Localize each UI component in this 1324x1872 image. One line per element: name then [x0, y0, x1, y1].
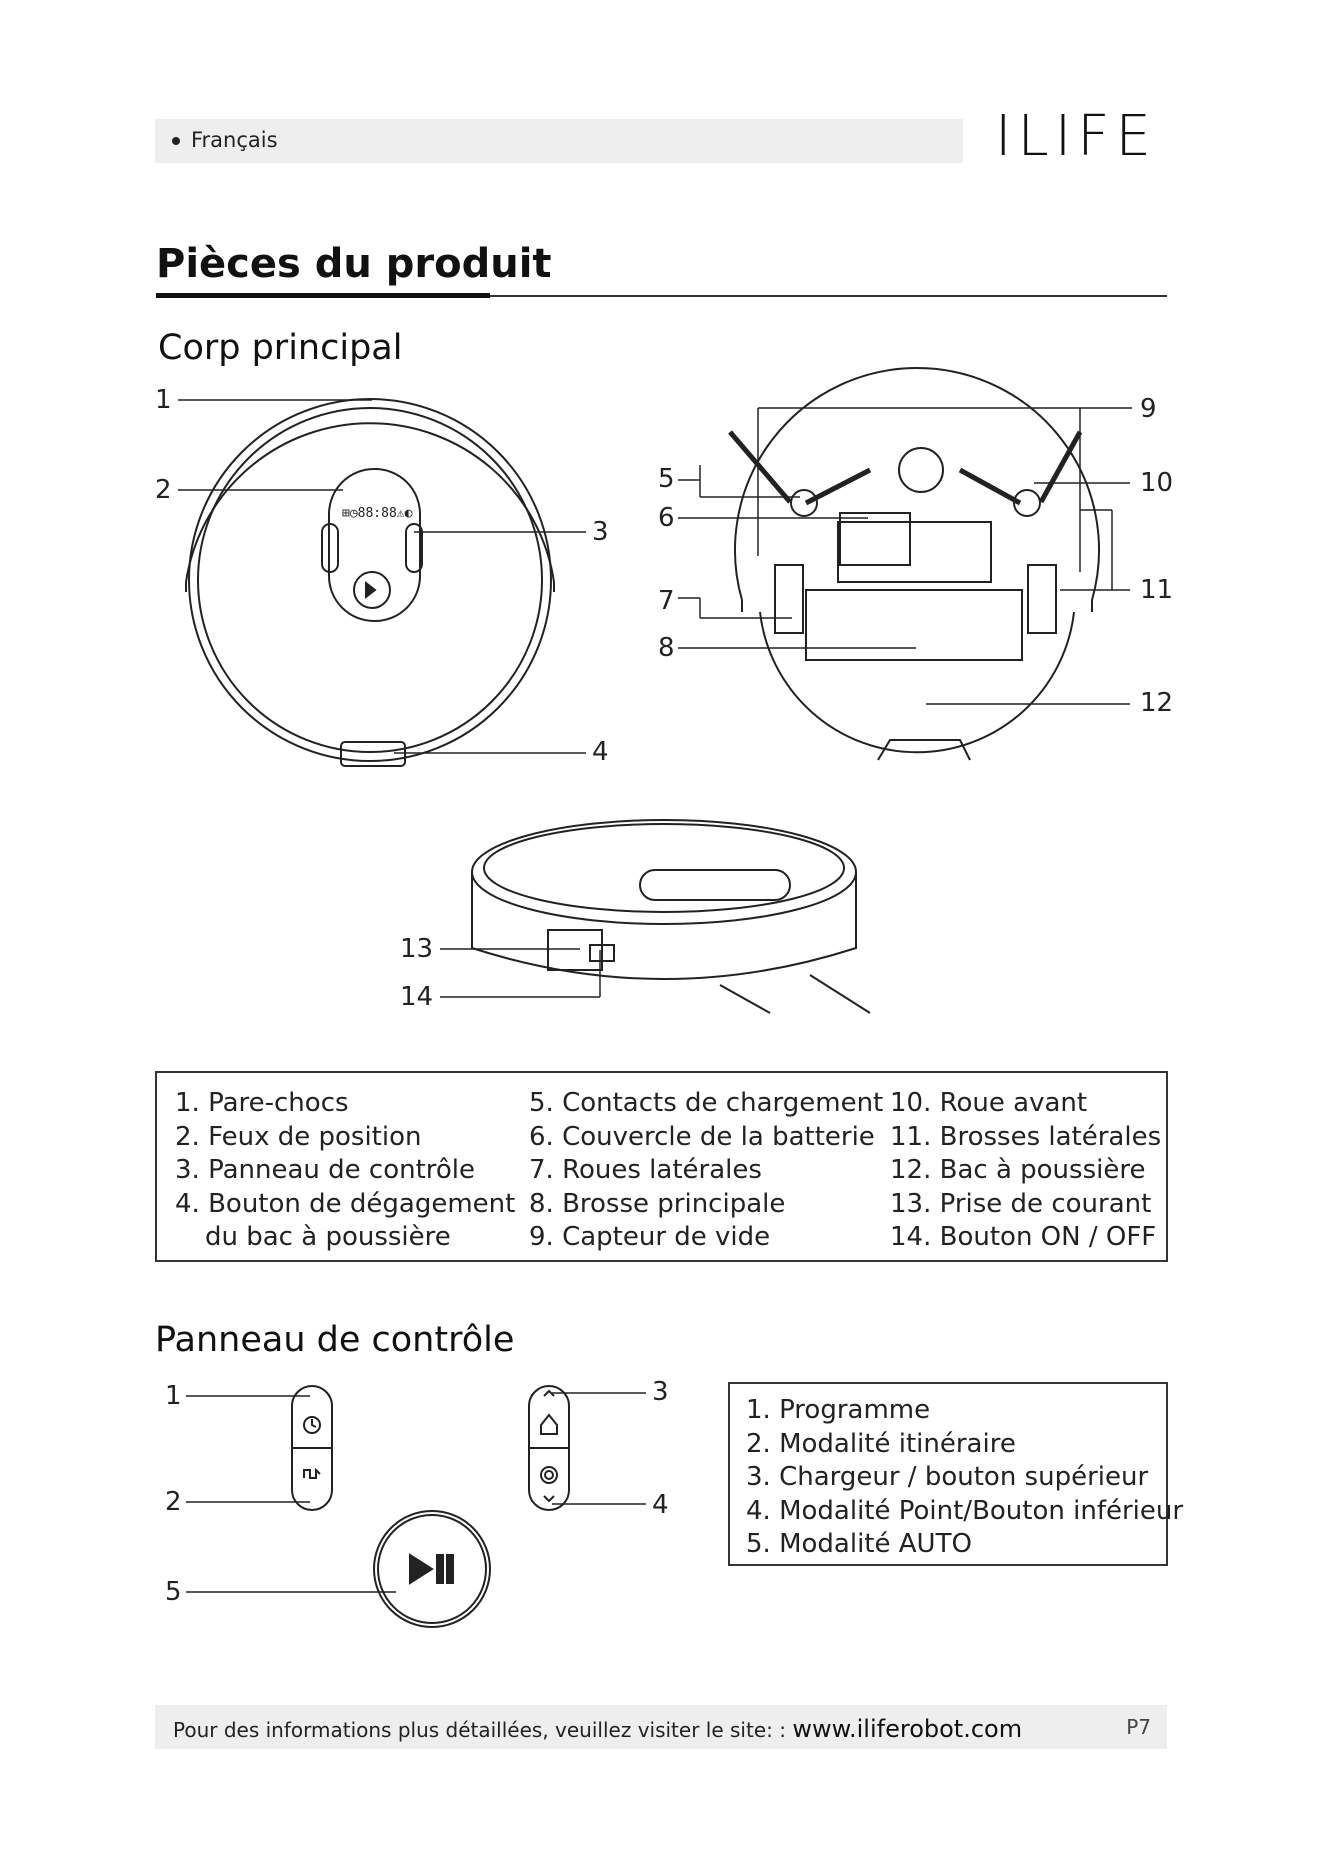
callout-4: 4	[592, 737, 609, 767]
control-callout-2: 2	[165, 1487, 182, 1517]
page-number: P7	[1126, 1715, 1151, 1739]
website-link[interactable]: www.iliferobot.com	[792, 1715, 1023, 1743]
legend-item: 3. Panneau de contrôle	[175, 1155, 476, 1185]
legend-item: 9. Capteur de vide	[529, 1222, 771, 1252]
robot-bottom-view	[730, 368, 1099, 760]
language-label: Français	[191, 128, 278, 152]
legend-item: 3. Chargeur / bouton supérieur	[746, 1462, 1149, 1492]
footer-bar	[155, 1705, 1167, 1749]
callout-14: 14	[400, 982, 434, 1012]
callout-2: 2	[155, 475, 172, 505]
legend-column-3	[890, 1087, 1161, 1255]
robot-top-view	[186, 399, 554, 766]
legend-item: du bac à poussière	[205, 1222, 451, 1252]
callout-10: 10	[1140, 468, 1174, 498]
control-callout-5: 5	[165, 1577, 182, 1607]
callout-8: 8	[658, 633, 675, 663]
legend-item: 1. Programme	[746, 1395, 931, 1425]
callout-11: 11	[1140, 575, 1174, 605]
legend-item: 14. Bouton ON / OFF	[890, 1222, 1157, 1252]
footer-label: Pour des informations plus détaillées, veuillez visiter le site: :	[173, 1718, 786, 1742]
control-legend-column	[746, 1394, 1183, 1562]
section-heading-control-panel: Panneau de contrôle	[155, 1320, 515, 1360]
section-heading-main-body: Corp principal	[158, 328, 403, 368]
callout-5: 5	[658, 464, 675, 494]
legend-item: 8. Brosse principale	[529, 1188, 786, 1219]
leader-lines-main	[178, 400, 1132, 997]
legend-item: 13. Prise de courant	[890, 1188, 1152, 1219]
callout-7: 7	[658, 586, 675, 616]
svg-text:⊞◷88:88⚠◐: ⊞◷88:88⚠◐	[342, 506, 413, 521]
control-panel-drawings	[292, 1386, 569, 1627]
callout-3: 3	[592, 517, 609, 547]
legend-item: 7. Roues latérales	[529, 1155, 762, 1185]
legend-item: 5. Modalité AUTO	[746, 1529, 972, 1559]
callout-12: 12	[1140, 688, 1174, 718]
legend-item: 4. Modalité Point/Bouton inférieur	[746, 1495, 1184, 1526]
legend-item: 10. Roue avant	[890, 1088, 1088, 1118]
callout-13: 13	[400, 934, 434, 964]
legend-column-2	[529, 1087, 883, 1255]
legend-item: 5. Contacts de chargement	[529, 1088, 884, 1118]
legend-item: 12. Bac à poussière	[890, 1155, 1146, 1185]
footer-text	[173, 1715, 1022, 1743]
legend-column-1	[175, 1087, 515, 1255]
page-title: Pièces du produit	[156, 241, 552, 287]
control-callout-3: 3	[652, 1377, 669, 1407]
callout-6: 6	[658, 503, 675, 533]
parts-legend	[155, 1071, 1168, 1262]
callout-1: 1	[155, 385, 172, 415]
legend-item: 2. Modalité itinéraire	[746, 1428, 1016, 1459]
robot-side-view	[472, 820, 870, 1013]
legend-item: 2. Feux de position	[175, 1121, 422, 1152]
control-callout-4: 4	[652, 1490, 669, 1520]
brand-logo: ILIFE	[995, 104, 1157, 169]
legend-item: 11. Brosses latérales	[890, 1121, 1162, 1152]
legend-item: 4. Bouton de dégagement	[175, 1188, 516, 1219]
legend-item: 6. Couvercle de la batterie	[529, 1121, 875, 1152]
legend-item: 1. Pare-chocs	[175, 1088, 349, 1118]
control-callout-1: 1	[165, 1381, 182, 1411]
callout-9: 9	[1140, 394, 1157, 424]
control-panel-legend	[728, 1382, 1184, 1566]
